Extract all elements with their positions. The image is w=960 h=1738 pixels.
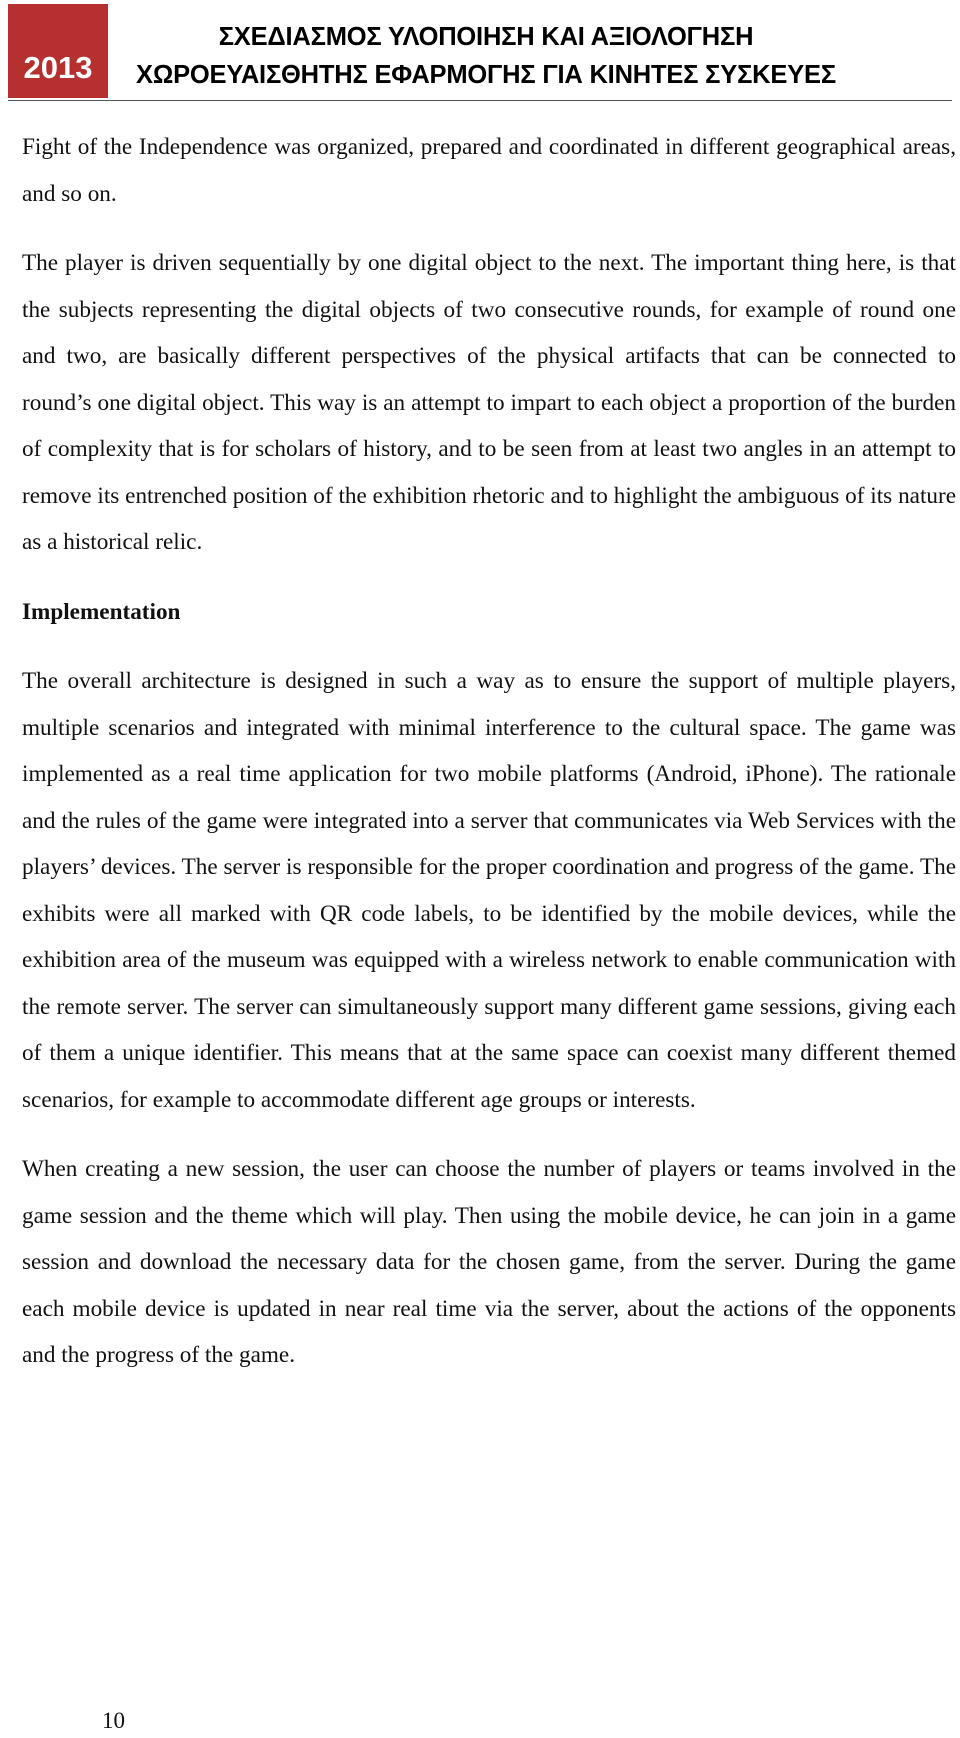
page-number: 10 xyxy=(102,1708,125,1733)
header-title-line-2: ΧΩΡΟΕΥΑΙΣΘΗΤΗΣ ΕΦΑΡΜΟΓΗΣ ΓΙΑ ΚΙΝΗΤΕΣ ΣΥΣΚΕΥΕΣ xyxy=(136,61,836,89)
year-badge: 2013 xyxy=(8,4,108,98)
paragraph-1: Fight of the Independence was organized, prepared and coordinated in different geographical areas, and so on. xyxy=(22,134,956,207)
page-body xyxy=(22,124,956,1402)
paragraph-2: The player is driven sequentially by one digital object to the next. The important thing here, is that the subjects representing the digital objects of two consecutive rounds, for example of round one and two, are basically different perspectives of the physical artifacts that can be connected to round’s one digital object. This way is an attempt to impart to each object a proportion of the burden of complexity that is for scholars of history, and to be seen from at least two angles in an attempt to remove its entrenched position of the exhibition rhetoric and to highlight the ambiguous of its nature as a historical relic. xyxy=(22,250,956,555)
paragraph-4: When creating a new session, the user can choose the number of players or teams involved in the game session and the theme which will play. Then using the mobile device, he can join in a game session and download the necessary data for the chosen game, from the server. During the game each mobile device is updated in near real time via the server, about the actions of the opponents and the progress of the game. xyxy=(22,1156,956,1368)
paragraph-3: The overall architecture is designed in such a way as to ensure the support of multiple players, multiple scenarios and integrated with minimal interference to the cultural space. The game was implemented as a real time application for two mobile platforms (Android, iPhone). The rationale and the rules of the game were integrated into a server that communicates via Web Services with the players’ devices. The server is responsible for the proper coordination and progress of the game. The exhibits were all marked with QR code labels, to be identified by the mobile devices, while the exhibition area of the museum was equipped with a wireless network to enable communication with the remote server. The server can simultaneously support many different game sessions, giving each of them a unique identifier. This means that at the same space can coexist many different themed scenarios, for example to accommodate different age groups or interests. xyxy=(22,668,956,1113)
section-heading: Implementation xyxy=(22,598,181,625)
page-header xyxy=(8,4,952,101)
header-title xyxy=(76,18,896,94)
header-title-line-1: ΣΧΕΔΙΑΣΜΟΣ ΥΛΟΠΟΙΗΣΗ ΚΑΙ ΑΞΙΟΛΟΓΗΣΗ xyxy=(218,23,754,51)
